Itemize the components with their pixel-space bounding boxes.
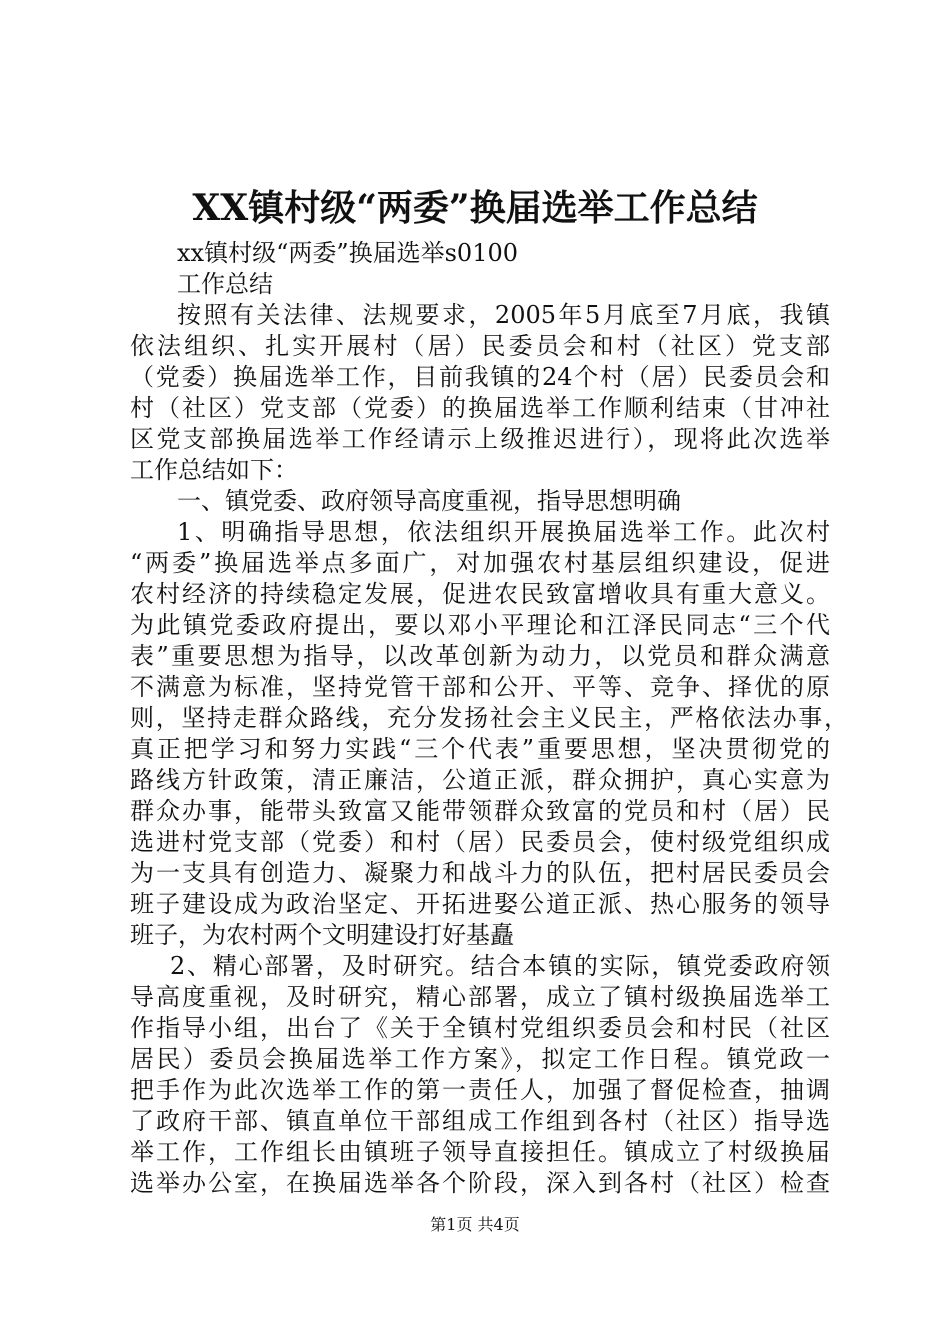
paragraph-line: 村（社区）党支部（党委）的换届选举工作顺利结束（甘冲社 — [130, 394, 830, 422]
paragraph-line: 作指导小组，出台了《关于全镇村党组织委员会和村民（社区 — [130, 1014, 830, 1042]
paragraph-line: 依法组织、扎实开展村（居）民委员会和村（社区）党支部 — [130, 332, 830, 360]
page-footer: 第1页 共4页 — [430, 1215, 520, 1234]
paragraph-line: 导高度重视，及时研究，精心部署，成立了镇村级换届选举工 — [130, 983, 830, 1011]
paragraph-line: 居民）委员会换届选举工作方案》，拟定工作日程。镇党政一 — [130, 1045, 830, 1073]
document-body — [130, 238, 850, 1199]
paragraph-line: （党委）换届选举工作，目前我镇的24个村（居）民委员会和 — [130, 363, 830, 391]
paragraph-line: 把手作为此次选举工作的第一责任人，加强了督促检查，抽调 — [130, 1076, 830, 1104]
paragraph-line: 真正把学习和努力实践“三个代表”重要思想，坚决贯彻党的 — [130, 735, 830, 763]
paragraph-line: 了政府干部、镇直单位干部组成工作组到各村（社区）指导选 — [130, 1107, 830, 1135]
document-title: XX镇村级“两委”换届选举工作总结 — [192, 187, 758, 229]
paragraph-line: 2、精心部署，及时研究。结合本镇的实际，镇党委政府领 — [170, 952, 830, 980]
paragraph-line: 班子，为农村两个文明建设打好基矗 — [130, 921, 514, 949]
paragraph-line: 则，坚持走群众路线，充分发扬社会主义民主，严格依法办事， — [130, 704, 848, 732]
paragraph-line: 举工作，工作组长由镇班子领导直接担任。镇成立了村级换届 — [130, 1138, 830, 1166]
paragraph-line: 路线方针政策，清正廉洁，公道正派，群众拥护，真心实意为 — [130, 766, 830, 794]
paragraph-line: 群众办事，能带头致富又能带领群众致富的党员和村（居）民 — [130, 797, 830, 825]
paragraph-line: 工作总结如下： — [130, 456, 298, 484]
paragraph-line: “两委”换届选举点多面广，对加强农村基层组织建设，促进 — [130, 549, 830, 577]
subtitle-line: 工作总结 — [177, 270, 273, 298]
paragraph-line: 为一支具有创造力、凝聚力和战斗力的队伍，把村居民委员会 — [130, 859, 830, 887]
paragraph-line: 为此镇党委政府提出，要以邓小平理论和江泽民同志“三个代 — [130, 611, 830, 639]
paragraph-line: 按照有关法律、法规要求，2005年5月底至7月底，我镇 — [177, 301, 830, 329]
paragraph-line: 选举办公室，在换届选举各个阶段，深入到各村（社区）检查 — [130, 1169, 830, 1197]
paragraph-line: 区党支部换届选举工作经请示上级推迟进行），现将此次选举 — [130, 425, 830, 453]
paragraph-line: 选进村党支部（党委）和村（居）民委员会，使村级党组织成 — [130, 828, 830, 856]
subtitle-line: xx镇村级“两委”换届选举s0100 — [177, 239, 519, 267]
paragraph-line: 班子建设成为政治坚定、开拓进娶公道正派、热心服务的领导 — [130, 890, 830, 918]
paragraph-line: 农村经济的持续稳定发展，促进农民致富增收具有重大意义。 — [130, 580, 830, 608]
section-heading: 一、镇党委、政府领导高度重视，指导思想明确 — [177, 487, 681, 515]
paragraph-line: 表”重要思想为指导，以改革创新为动力，以党员和群众满意 — [130, 642, 830, 670]
paragraph-line: 1、明确指导思想，依法组织开展换届选举工作。此次村 — [177, 518, 830, 546]
paragraph-line: 不满意为标准，坚持党管干部和公开、平等、竞争、择优的原 — [130, 673, 830, 701]
